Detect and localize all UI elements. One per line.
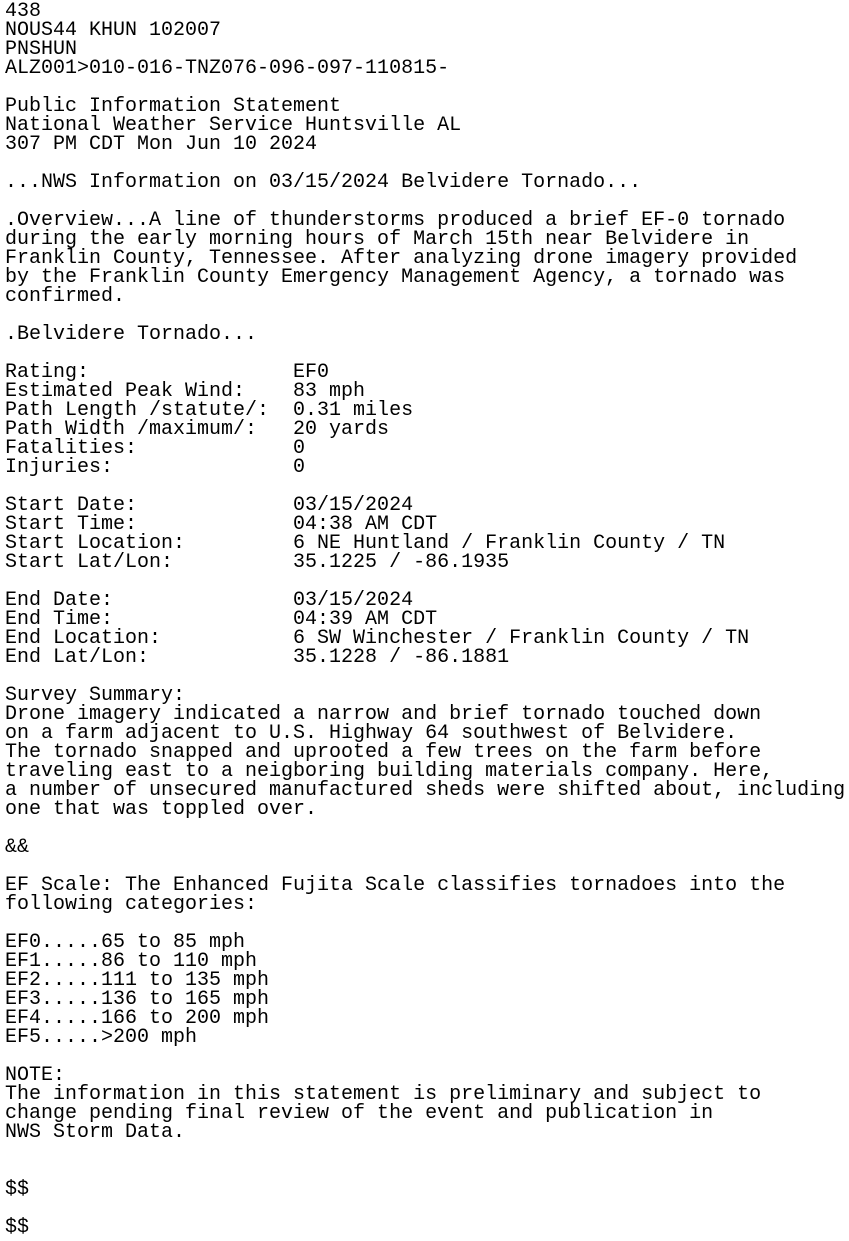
product-id: 438: [5, 0, 42, 23]
start-time-value: 04:38 AM CDT: [293, 513, 438, 536]
start-latlon-value: 35.1225 / -86.1935: [293, 551, 510, 574]
blank-line: [5, 1142, 849, 1161]
survey-heading: Survey Summary:: [5, 684, 186, 707]
issuing-office: National Weather Service Huntsville AL: [5, 114, 462, 137]
path-width-label: Path Width /maximum/:: [5, 418, 294, 441]
ef-category: EF4.....166 to 200 mph: [5, 1007, 270, 1030]
rating-value: EF0: [293, 361, 330, 384]
injuries-row: [5, 458, 849, 477]
end-date-label: End Date:: [5, 589, 294, 612]
end-location-label: End Location:: [5, 627, 294, 650]
wmo-header: NOUS44 KHUN 102007: [5, 19, 222, 42]
start-date-value: 03/15/2024: [293, 494, 414, 517]
fatalities-value: 0: [293, 437, 306, 460]
start-location-value: 6 NE Huntland / Franklin County / TN: [293, 532, 726, 555]
rating-label: Rating:: [5, 361, 294, 384]
ef-scale-intro: EF Scale: The Enhanced Fujita Scale classifies tornadoes into the: [5, 874, 786, 897]
blank-line: [5, 1199, 849, 1218]
overview-line: confirmed.: [5, 285, 126, 308]
survey-line: one that was toppled over.: [5, 798, 318, 821]
headline: ...NWS Information on 03/15/2024 Belvidere Tornado...: [5, 171, 642, 194]
ef-category: EF2.....111 to 135 mph: [5, 969, 270, 992]
awips-id: PNSHUN: [5, 38, 78, 61]
blank-line: [5, 819, 849, 838]
overview-line: during the early morning hours of March 15th near Belvidere in: [5, 228, 750, 251]
note-heading: NOTE:: [5, 1064, 66, 1087]
note-line: NWS Storm Data.: [5, 1121, 186, 1144]
statement-type: Public Information Statement: [5, 95, 342, 118]
overview-line: .Overview...A line of thunderstorms produced a brief EF-0 tornado: [5, 209, 786, 232]
end-location-value: 6 SW Winchester / Franklin County / TN: [293, 627, 750, 650]
survey-line: The tornado snapped and uprooted a few trees on the farm before: [5, 741, 762, 764]
end-marker: $$: [5, 1216, 30, 1239]
ef-category: EF0.....65 to 85 mph: [5, 931, 246, 954]
blank-line: [5, 1161, 849, 1180]
end-time-value: 04:39 AM CDT: [293, 608, 438, 631]
zone-list: ALZ001>010-016-TNZ076-096-097-110815-: [5, 57, 450, 80]
section-separator: &&: [5, 836, 30, 859]
end-time-label: End Time:: [5, 608, 294, 631]
injuries-value: 0: [293, 456, 306, 479]
ef-scale-intro: following categories:: [5, 893, 258, 916]
end-marker: $$: [5, 1178, 30, 1201]
note-line: The information in this statement is preliminary and subject to: [5, 1083, 762, 1106]
start-latlon-label: Start Lat/Lon:: [5, 551, 294, 574]
survey-line: Drone imagery indicated a narrow and brief tornado touched down: [5, 703, 762, 726]
path-width-value: 20 yards: [293, 418, 390, 441]
end-date-value: 03/15/2024: [293, 589, 414, 612]
end-latlon-value: 35.1228 / -86.1881: [293, 646, 510, 669]
start-location-label: Start Location:: [5, 532, 294, 555]
survey-line: a number of unsecured manufactured sheds were shifted about, including: [5, 779, 846, 802]
survey-line: on a farm adjacent to U.S. Highway 64 southwest of Belvidere.: [5, 722, 738, 745]
issue-time: 307 PM CDT Mon Jun 10 2024: [5, 133, 318, 156]
fatalities-label: Fatalities:: [5, 437, 294, 460]
survey-line: traveling east to a neigboring building materials company. Here,: [5, 760, 774, 783]
peak-wind-value: 83 mph: [293, 380, 366, 403]
event-heading: .Belvidere Tornado...: [5, 323, 258, 346]
path-length-value: 0.31 miles: [293, 399, 414, 422]
end-latlon-row: [5, 648, 849, 667]
ef-category: EF1.....86 to 110 mph: [5, 950, 258, 973]
peak-wind-label: Estimated Peak Wind:: [5, 380, 294, 403]
ef-category: EF3.....136 to 165 mph: [5, 988, 270, 1011]
note-line: change pending final review of the event and publication in: [5, 1102, 714, 1125]
start-date-label: Start Date:: [5, 494, 294, 517]
start-latlon-row: [5, 553, 849, 572]
ef-category: EF5.....>200 mph: [5, 1026, 198, 1049]
injuries-label: Injuries:: [5, 456, 294, 479]
end-latlon-label: End Lat/Lon:: [5, 646, 294, 669]
blank-line: [5, 1047, 849, 1066]
path-length-label: Path Length /statute/:: [5, 399, 294, 422]
overview-line: by the Franklin County Emergency Management Agency, a tornado was: [5, 266, 786, 289]
start-time-label: Start Time:: [5, 513, 294, 536]
overview-line: Franklin County, Tennessee. After analyzing drone imagery provided: [5, 247, 798, 270]
